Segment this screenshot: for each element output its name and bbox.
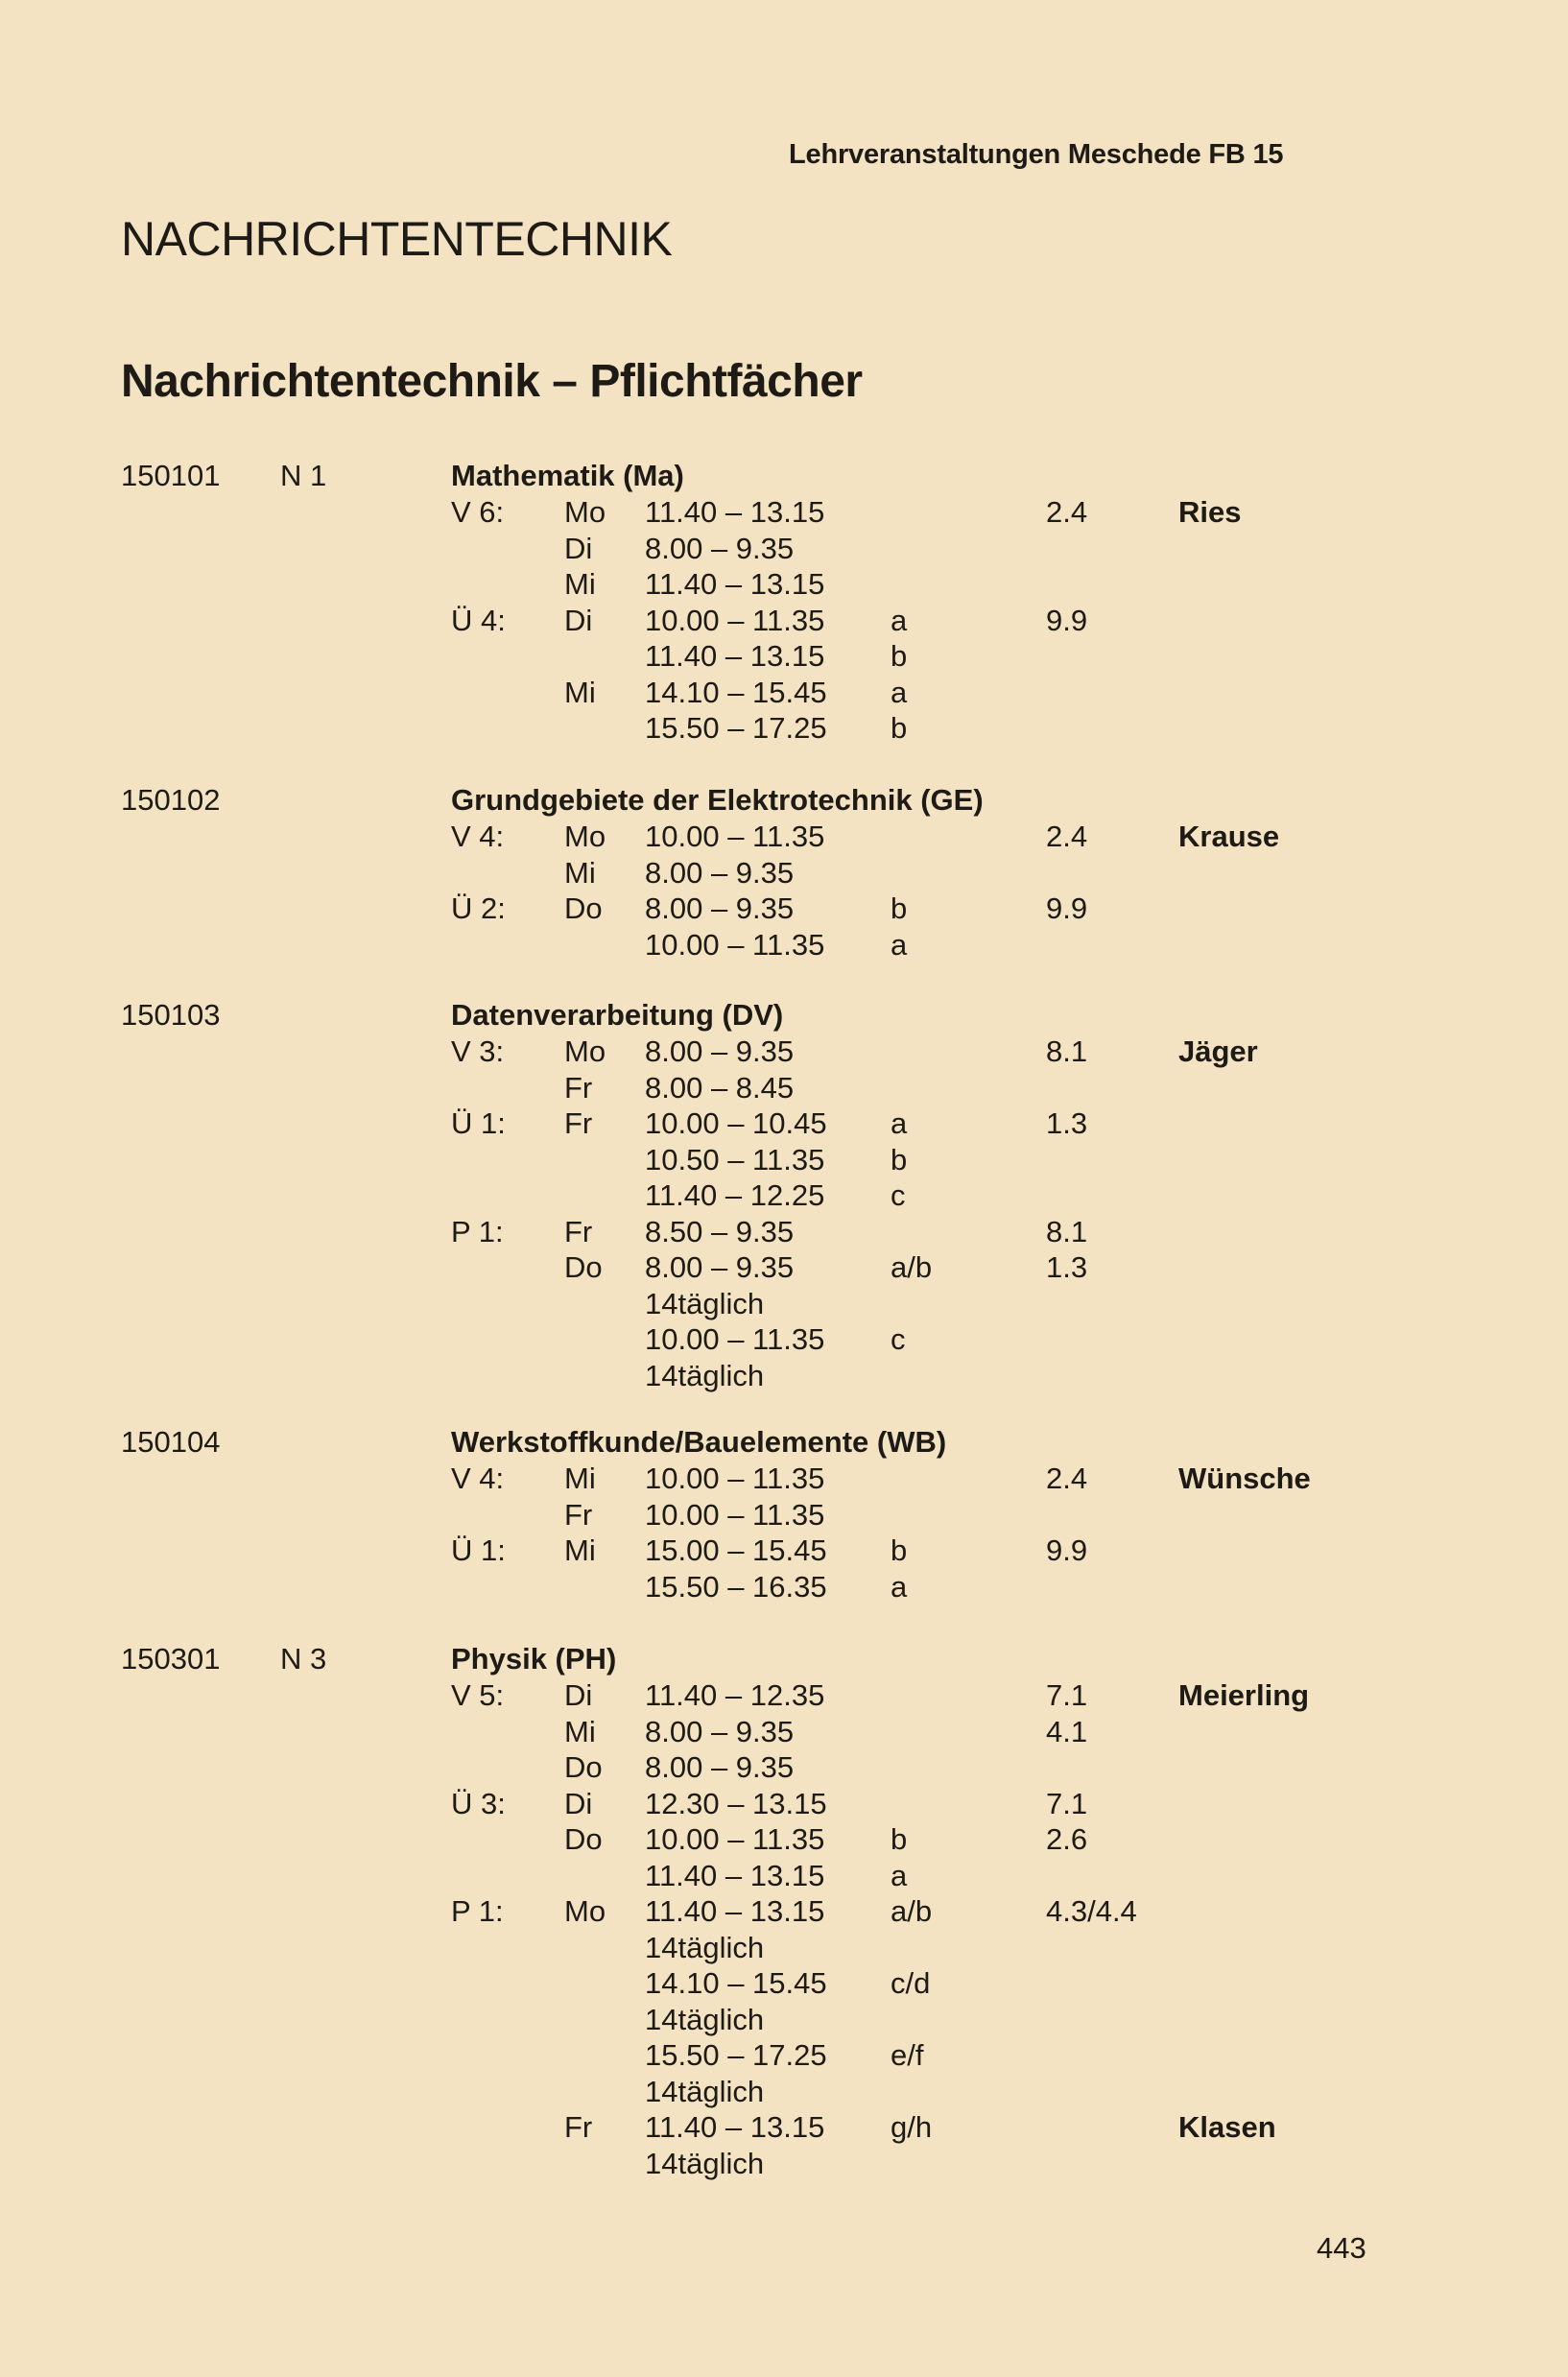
course-number: 150101 [121, 459, 221, 492]
schedule-row [0, 1894, 1568, 1931]
entry-group: a/b [891, 1894, 933, 1928]
entry-time: 8.00 – 8.45 [645, 1070, 795, 1105]
schedule-row [0, 1931, 1568, 1967]
entry-time: 10.00 – 11.35 [645, 820, 825, 853]
entry-lecturer: Krause [1178, 820, 1280, 853]
entry-time: 14täglich [645, 2074, 765, 2108]
entry-group: e/f [891, 2038, 924, 2072]
entry-group: c/d [891, 1966, 931, 2000]
schedule-row [0, 1966, 1568, 2003]
entry-time: 8.00 – 9.35 [645, 855, 795, 890]
schedule-row [0, 495, 1568, 532]
entry-time: 14täglich [645, 1286, 765, 1320]
entry-time: 15.50 – 16.35 [645, 1569, 827, 1604]
entry-day: Do [564, 1750, 603, 1784]
entry-day: Mi [564, 1714, 596, 1748]
entry-day: Mo [564, 495, 606, 529]
course-semester: N 1 [280, 459, 327, 492]
entry-group: b [891, 639, 908, 673]
schedule-row [0, 1359, 1568, 1395]
entry-room: 2.4 [1046, 1462, 1088, 1495]
entry-day: Di [564, 603, 593, 637]
entry-time: 11.40 – 13.15 [645, 1894, 825, 1928]
entry-room: 2.4 [1046, 495, 1088, 529]
entry-type: V 4: [451, 1462, 505, 1495]
entry-room: 9.9 [1046, 891, 1088, 925]
entry-time: 12.30 – 13.15 [645, 1786, 827, 1820]
course-number: 150104 [121, 1425, 221, 1459]
entry-room: 4.3/4.4 [1046, 1894, 1137, 1928]
entry-group: b [891, 711, 908, 745]
entry-time: 11.40 – 13.15 [645, 2110, 825, 2144]
entry-time: 8.50 – 9.35 [645, 1214, 795, 1248]
entry-group: c [891, 1178, 906, 1212]
schedule-row [0, 1143, 1568, 1179]
entry-time: 8.00 – 9.35 [645, 1250, 795, 1284]
schedule-row [0, 1822, 1568, 1859]
entry-type: V 6: [451, 495, 505, 529]
schedule-row [0, 1750, 1568, 1787]
entry-time: 14täglich [645, 1358, 765, 1392]
schedule-rows [0, 1462, 1568, 1605]
entry-group: a [891, 675, 908, 709]
entry-time: 14.10 – 15.45 [645, 1966, 827, 2000]
entry-time: 10.00 – 11.35 [645, 603, 825, 637]
schedule-rows [0, 1678, 1568, 2182]
entry-time: 8.00 – 9.35 [645, 1034, 795, 1068]
entry-time: 8.00 – 9.35 [645, 1750, 795, 1784]
schedule-row [0, 1678, 1568, 1715]
entry-room: 2.6 [1046, 1822, 1088, 1856]
schedule-row [0, 856, 1568, 892]
course-title: Datenverarbeitung (DV) [451, 998, 784, 1032]
entry-room: 7.1 [1046, 1678, 1088, 1712]
entry-group: b [891, 1533, 908, 1567]
schedule-row [0, 711, 1568, 748]
chapter-title: NACHRICHTENTECHNIK [121, 212, 673, 266]
entry-room: 1.3 [1046, 1250, 1088, 1284]
course-number: 150103 [121, 998, 221, 1032]
entry-type: Ü 4: [451, 603, 506, 637]
schedule-row [0, 1498, 1568, 1534]
entry-day: Fr [564, 2110, 593, 2144]
entry-room: 8.1 [1046, 1034, 1088, 1068]
schedule-row [0, 1071, 1568, 1107]
entry-time: 8.00 – 9.35 [645, 891, 795, 925]
course-title: Grundgebiete der Elektrotechnik (GE) [451, 783, 984, 817]
entry-day: Mi [564, 855, 596, 890]
entry-group: a [891, 927, 908, 962]
entry-group: c [891, 1322, 906, 1356]
entry-day: Fr [564, 1497, 593, 1532]
entry-day: Mo [564, 820, 606, 853]
course-title: Physik (PH) [451, 1642, 617, 1676]
entry-lecturer: Ries [1178, 495, 1242, 529]
entry-time: 14täglich [645, 1930, 765, 1964]
entry-time: 14.10 – 15.45 [645, 675, 827, 709]
schedule-row [0, 1715, 1568, 1751]
entry-room: 4.1 [1046, 1714, 1088, 1748]
entry-group: b [891, 891, 908, 925]
entry-day: Mi [564, 1462, 596, 1495]
entry-type: Ü 1: [451, 1106, 506, 1140]
entry-lecturer: Meierling [1178, 1678, 1310, 1712]
entry-day: Mo [564, 1034, 606, 1068]
schedule-row [0, 1787, 1568, 1823]
schedule-row [0, 1034, 1568, 1071]
schedule-row [0, 1178, 1568, 1215]
schedule-row [0, 639, 1568, 676]
entry-day: Di [564, 1786, 593, 1820]
entry-group: b [891, 1822, 908, 1856]
entry-time: 15.50 – 17.25 [645, 2038, 827, 2072]
entry-type: Ü 2: [451, 891, 506, 925]
entry-time: 10.00 – 11.35 [645, 1497, 825, 1532]
schedule-row [0, 1287, 1568, 1323]
entry-day: Do [564, 1822, 603, 1856]
entry-type: V 5: [451, 1678, 505, 1712]
schedule-row [0, 567, 1568, 604]
course-semester: N 3 [280, 1642, 327, 1676]
course-title: Mathematik (Ma) [451, 459, 684, 492]
entry-type: P 1: [451, 1894, 504, 1928]
course-number: 150102 [121, 783, 221, 817]
section-title: Nachrichtentechnik – Pflichtfächer [121, 356, 863, 407]
schedule-row [0, 2075, 1568, 2111]
schedule-row [0, 928, 1568, 964]
entry-lecturer: Jäger [1178, 1034, 1258, 1068]
entry-time: 11.40 – 13.15 [645, 639, 825, 673]
entry-time: 11.40 – 12.35 [645, 1678, 825, 1712]
entry-lecturer: Klasen [1178, 2110, 1276, 2144]
schedule-row [0, 1570, 1568, 1606]
entry-group: a [891, 1106, 908, 1140]
entry-type: Ü 3: [451, 1786, 506, 1820]
entry-time: 11.40 – 12.25 [645, 1178, 825, 1212]
schedule-row [0, 820, 1568, 856]
entry-day: Di [564, 531, 593, 565]
entry-time: 10.00 – 11.35 [645, 927, 825, 962]
entry-room: 8.1 [1046, 1214, 1088, 1248]
entry-day: Mo [564, 1894, 606, 1928]
entry-time: 10.00 – 11.35 [645, 1322, 825, 1356]
entry-day: Fr [564, 1214, 593, 1248]
entry-time: 15.50 – 17.25 [645, 711, 827, 745]
schedule-row [0, 1322, 1568, 1359]
entry-time: 14täglich [645, 2002, 765, 2036]
entry-lecturer: Wünsche [1178, 1462, 1311, 1495]
entry-type: V 3: [451, 1034, 505, 1068]
schedule-row [0, 1250, 1568, 1287]
entry-room: 9.9 [1046, 603, 1088, 637]
schedule-rows [0, 1034, 1568, 1394]
schedule-row [0, 532, 1568, 568]
schedule-row [0, 2110, 1568, 2147]
entry-type: Ü 1: [451, 1533, 506, 1567]
entry-room: 2.4 [1046, 820, 1088, 853]
running-head: Lehrveranstaltungen Meschede FB 15 [789, 139, 1284, 170]
entry-time: 8.00 – 9.35 [645, 531, 795, 565]
entry-time: 14täglich [645, 2146, 765, 2180]
entry-time: 10.00 – 10.45 [645, 1106, 827, 1140]
schedule-rows [0, 495, 1568, 748]
entry-time: 11.40 – 13.15 [645, 567, 825, 601]
entry-day: Do [564, 1250, 603, 1284]
schedule-row [0, 1106, 1568, 1143]
entry-group: a [891, 1858, 908, 1892]
entry-day: Do [564, 891, 603, 925]
entry-room: 7.1 [1046, 1786, 1088, 1820]
entry-time: 10.00 – 11.35 [645, 1822, 825, 1856]
entry-day: Mi [564, 675, 596, 709]
entry-group: g/h [891, 2110, 933, 2144]
entry-room: 1.3 [1046, 1106, 1088, 1140]
entry-type: V 4: [451, 820, 505, 853]
course-title: Werkstoffkunde/Bauelemente (WB) [451, 1425, 947, 1459]
entry-time: 10.00 – 11.35 [645, 1462, 825, 1495]
schedule-row [0, 1859, 1568, 1895]
entry-day: Mi [564, 1533, 596, 1567]
schedule-row [0, 1215, 1568, 1251]
entry-time: 11.40 – 13.15 [645, 495, 825, 529]
schedule-row [0, 676, 1568, 712]
entry-group: a [891, 1569, 908, 1604]
schedule-row [0, 1533, 1568, 1570]
entry-group: a/b [891, 1250, 933, 1284]
schedule-row [0, 1462, 1568, 1498]
schedule-row [0, 2147, 1568, 2183]
entry-day: Fr [564, 1106, 593, 1140]
entry-time: 8.00 – 9.35 [645, 1714, 795, 1748]
entry-time: 10.50 – 11.35 [645, 1142, 825, 1177]
entry-room: 9.9 [1046, 1533, 1088, 1567]
entry-group: a [891, 603, 908, 637]
schedule-row [0, 604, 1568, 640]
entry-time: 15.00 – 15.45 [645, 1533, 827, 1567]
page-number: 443 [1317, 2231, 1366, 2265]
course-number: 150301 [121, 1642, 221, 1676]
schedule-row [0, 891, 1568, 928]
entry-day: Di [564, 1678, 593, 1712]
schedule-row [0, 2003, 1568, 2039]
entry-day: Fr [564, 1070, 593, 1105]
entry-group: b [891, 1142, 908, 1177]
entry-type: P 1: [451, 1214, 504, 1248]
schedule-rows [0, 820, 1568, 963]
schedule-row [0, 2038, 1568, 2075]
entry-time: 11.40 – 13.15 [645, 1858, 825, 1892]
entry-day: Mi [564, 567, 596, 601]
